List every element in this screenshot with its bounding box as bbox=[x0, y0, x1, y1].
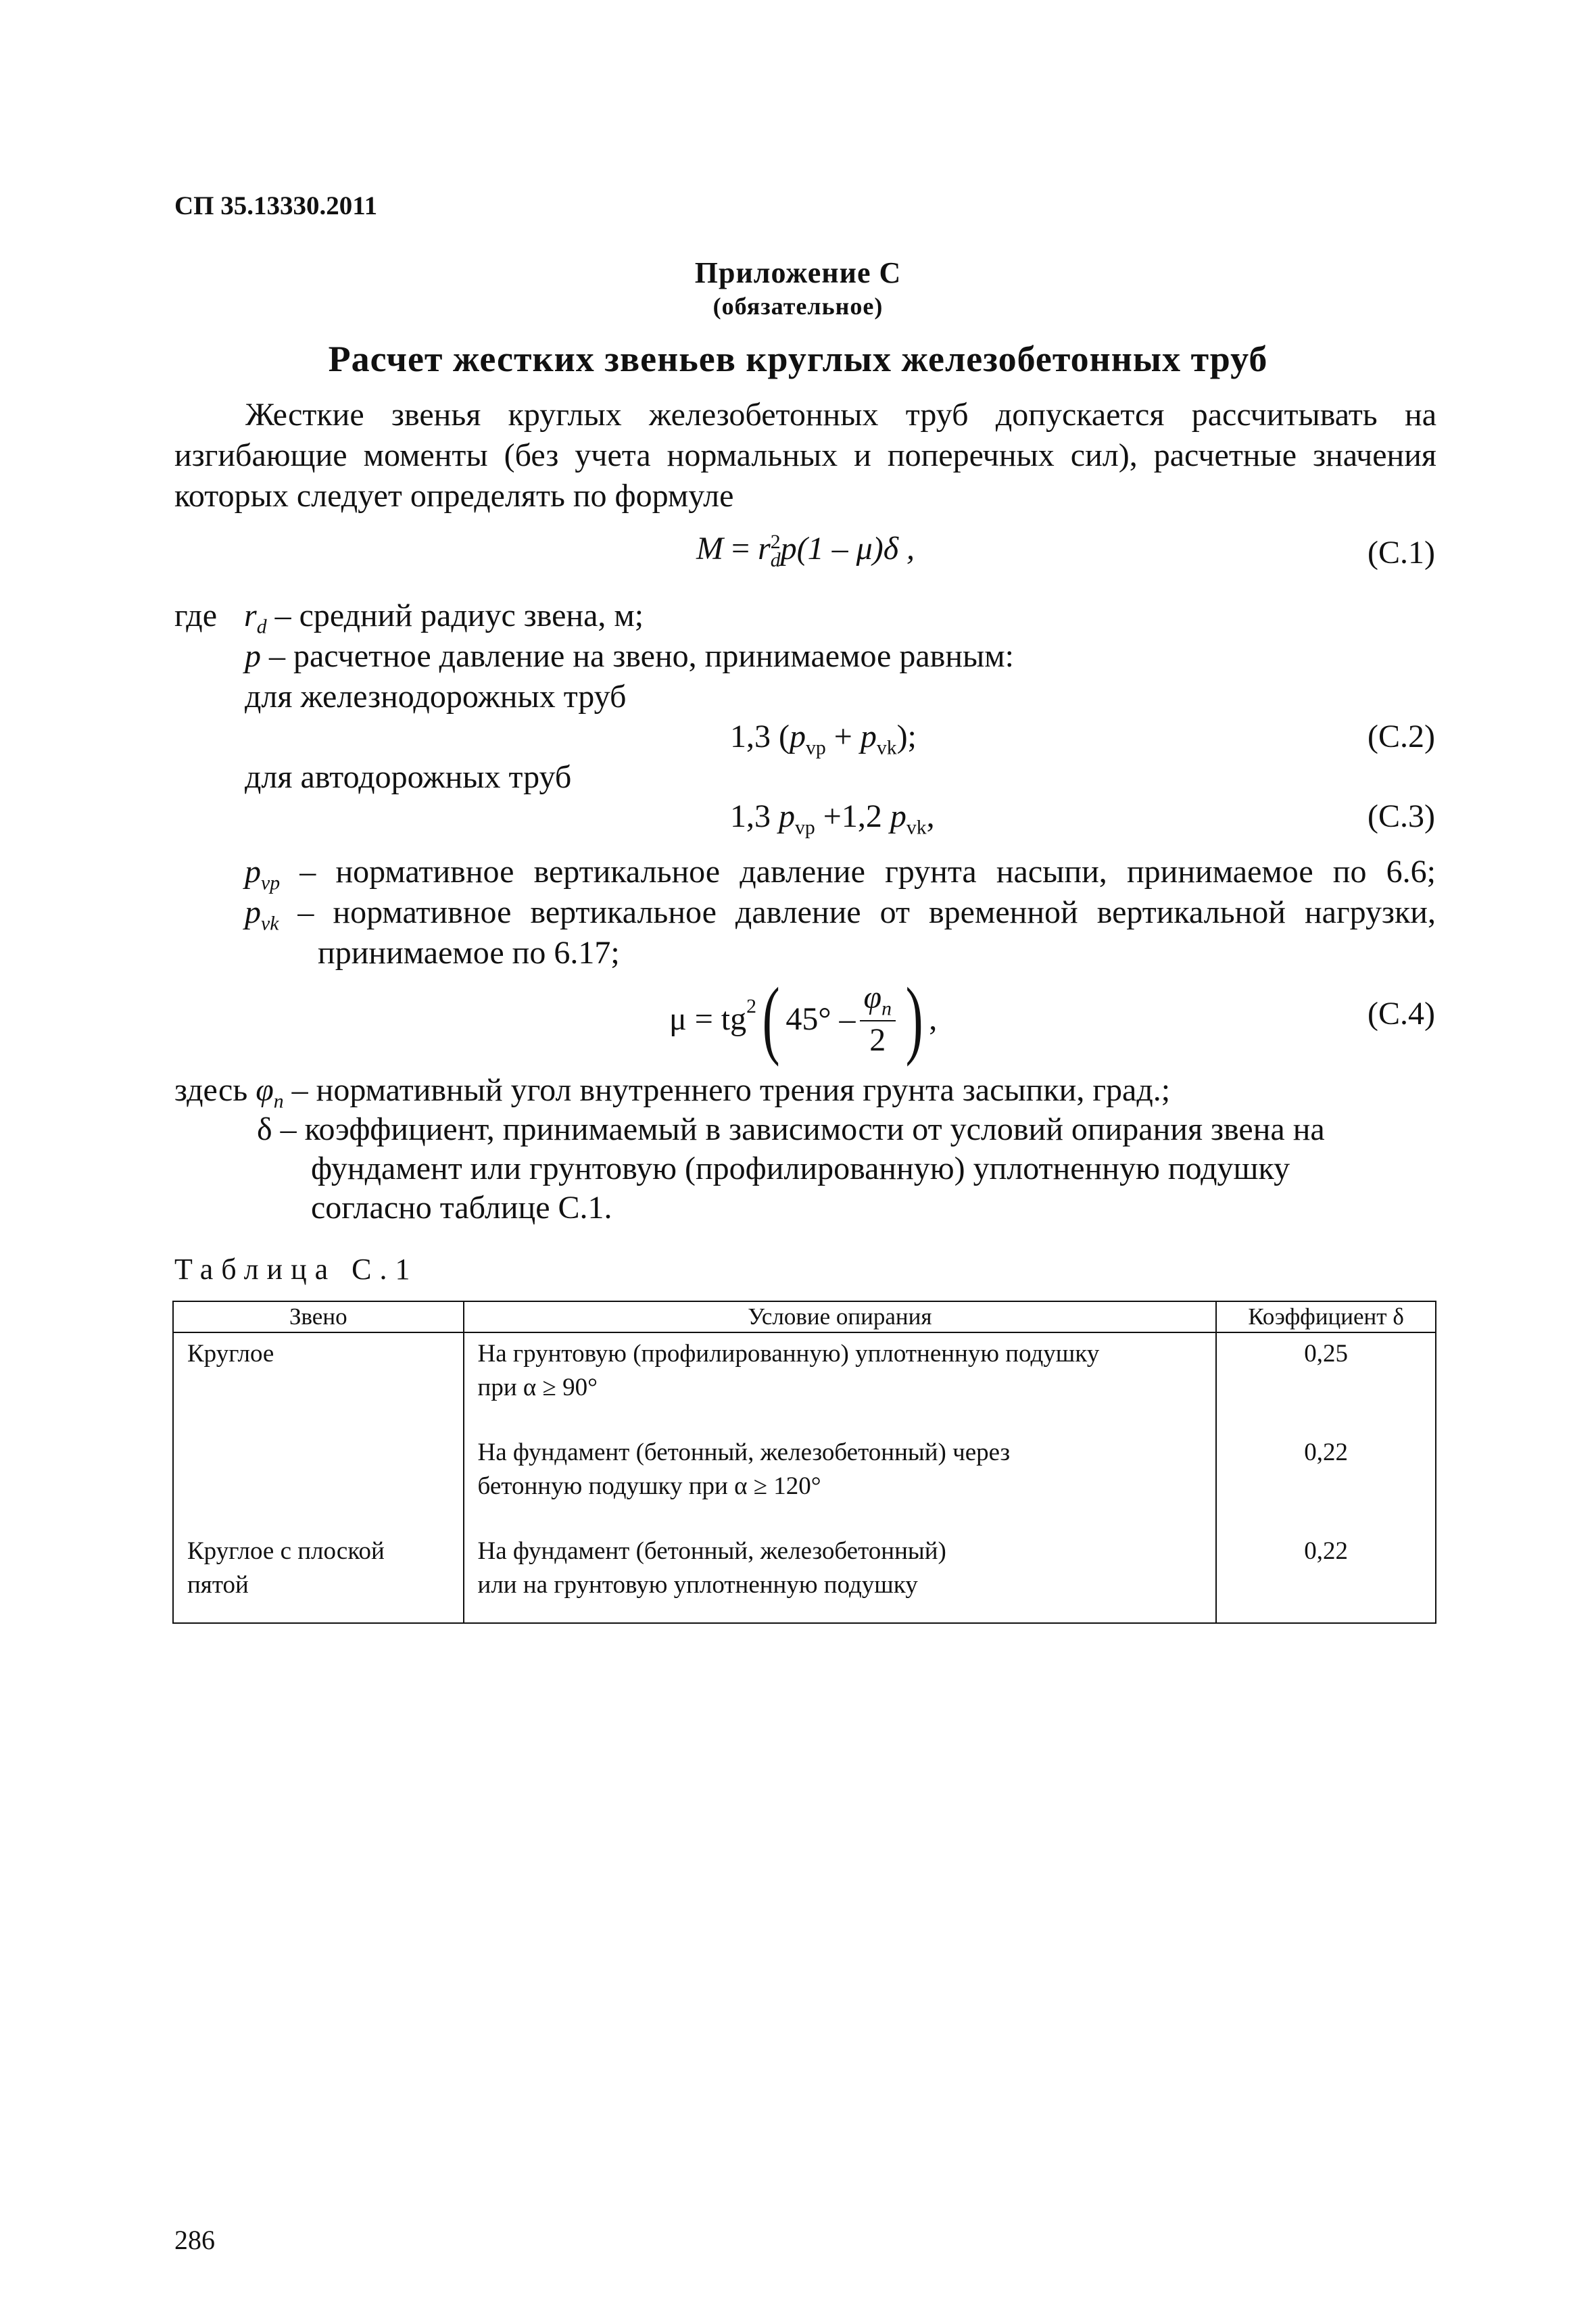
pvp-symbol: p bbox=[245, 854, 261, 890]
formula-c3-plus: +1,2 bbox=[815, 798, 890, 834]
formula-c4-fraction bbox=[860, 979, 896, 1059]
p-symbol: p bbox=[245, 638, 261, 674]
header-coefficient: Коэффициент δ bbox=[1216, 1301, 1436, 1332]
coefficient-table bbox=[172, 1301, 1436, 1624]
cell-link: Круглое с плоской пятой bbox=[173, 1530, 464, 1623]
phi-symbol: φ bbox=[256, 1072, 274, 1108]
condition-line-1: На фундамент (бетонный, железобетонный) через bbox=[477, 1439, 1011, 1466]
cell-condition bbox=[464, 1432, 1217, 1530]
formula-c1-lhs: M bbox=[696, 531, 723, 566]
intro-paragraph: Жесткие звенья круглых железобетонных труб допускается рассчитывать на изгибающие моменты (без учета нормальных и поперечных сил), расчетные значения которых следует определять по формуле bbox=[174, 397, 1436, 514]
delta-line-2: фундамент или грунтовую (профилированную) уплотненную подушку bbox=[311, 1151, 1290, 1186]
eq-number-c3: (С.3) bbox=[1368, 798, 1435, 834]
table-caption: Таблица С.1 bbox=[174, 1253, 418, 1286]
road-label: для автодорожных труб bbox=[245, 759, 572, 795]
appendix-subtitle: (обязательное) bbox=[712, 293, 884, 320]
table-row bbox=[173, 1432, 1436, 1530]
eq-number-c4: (С.4) bbox=[1368, 996, 1435, 1032]
formula-c1-r-sub: d bbox=[770, 548, 781, 571]
phi-description: – нормативный угол внутреннего трения грунта засыпки, град.; bbox=[283, 1072, 1171, 1108]
rd-symbol: r bbox=[244, 598, 257, 633]
condition-line-2: или на грунтовую уплотненную подушку bbox=[477, 1571, 918, 1599]
cell-coefficient: 0,22 bbox=[1216, 1432, 1436, 1530]
condition-line-1: На фундамент (бетонный, железобетонный) bbox=[477, 1537, 946, 1565]
phi-subscript: n bbox=[273, 1090, 284, 1113]
where-label: где bbox=[174, 598, 218, 633]
formula-c1-eq: = bbox=[723, 531, 758, 566]
pvk-description: – нормативное вертикальное давление от временной вертикальной нагрузки, bbox=[279, 894, 1436, 930]
pvk-line-2: принимаемое по 6.17; bbox=[318, 935, 620, 971]
formula-c2-coef: 1,3 ( bbox=[730, 719, 790, 754]
page-number: 286 bbox=[174, 2225, 215, 2255]
formula-c4-inner: 45° – bbox=[785, 1000, 856, 1037]
formula-c4-sup: 2 bbox=[746, 995, 757, 1017]
formula-c4-denominator: 2 bbox=[869, 1022, 886, 1059]
formula-c3 bbox=[730, 798, 935, 840]
header-condition: Условие опирания bbox=[464, 1301, 1217, 1332]
cell-condition bbox=[464, 1530, 1217, 1623]
here-phi-line bbox=[174, 1071, 1170, 1113]
pvp-line bbox=[245, 853, 1436, 895]
appendix-title: Приложение С bbox=[694, 256, 902, 289]
formula-c2-p1-sub: vp bbox=[805, 736, 826, 759]
formula-c3-p1: p bbox=[779, 798, 795, 834]
p-line bbox=[245, 637, 1014, 675]
formula-c2-p2-sub: vk bbox=[876, 736, 897, 759]
pvk-line bbox=[245, 894, 1436, 936]
header-link: Звено bbox=[173, 1301, 464, 1332]
formula-c4-phi-sub: n bbox=[881, 997, 892, 1020]
section-title: Расчет жестких звеньев круглых железобетонных труб bbox=[328, 339, 1268, 379]
rail-label: для железнодорожных труб bbox=[245, 679, 627, 715]
cell-link bbox=[173, 1432, 464, 1530]
rd-subscript: d bbox=[256, 615, 267, 638]
formula-c2-end: ); bbox=[896, 719, 917, 754]
formula-c2 bbox=[730, 718, 917, 760]
formula-c4-end: , bbox=[929, 1000, 938, 1037]
formula-c2-p2: p bbox=[860, 719, 877, 754]
here-label: здесь bbox=[174, 1072, 248, 1108]
table-row bbox=[173, 1332, 1436, 1432]
table-row bbox=[173, 1530, 1436, 1623]
formula-c1-r: r bbox=[758, 531, 771, 566]
formula-c1-r-sup: 2 bbox=[770, 531, 781, 554]
eq-number-c1: (С.1) bbox=[1368, 535, 1435, 571]
formula-c3-p1-sub: vp bbox=[795, 816, 815, 839]
document-code: СП 35.13330.2011 bbox=[174, 191, 378, 220]
formula-c4-open-paren: ( bbox=[762, 970, 780, 1067]
formula-c4-lhs: μ = tg bbox=[669, 1000, 747, 1037]
formula-c3-coef: 1,3 bbox=[730, 798, 779, 834]
cell-coefficient: 0,22 bbox=[1216, 1530, 1436, 1623]
rd-description: – средний радиус звена, м; bbox=[266, 598, 644, 633]
formula-c4-close-paren: ) bbox=[905, 970, 923, 1067]
pvk-subscript: vk bbox=[261, 912, 279, 935]
formula-c2-p1: p bbox=[789, 719, 806, 754]
cell-coefficient: 0,25 bbox=[1216, 1332, 1436, 1432]
formula-c1-body: p(1 – μ)δ , bbox=[780, 531, 915, 566]
condition-line-2: при α ≥ 90° bbox=[477, 1374, 598, 1401]
formula-c3-end: , bbox=[926, 798, 935, 834]
formula-c2-plus: + bbox=[825, 719, 861, 754]
cell-condition bbox=[464, 1332, 1217, 1432]
p-description: – расчетное давление на звено, принимаемое равным: bbox=[261, 638, 1014, 674]
delta-line-1: δ – коэффициент, принимаемый в зависимости от условий опирания звена на bbox=[257, 1111, 1325, 1147]
formula-c4-numerator bbox=[860, 979, 896, 1022]
formula-c1 bbox=[696, 530, 915, 570]
eq-number-c2: (С.2) bbox=[1368, 719, 1435, 754]
condition-line-2: бетонную подушку при α ≥ 120° bbox=[477, 1472, 821, 1500]
formula-c4 bbox=[669, 970, 938, 1067]
delta-line-3: согласно таблице С.1. bbox=[311, 1190, 612, 1226]
pvp-subscript: vp bbox=[261, 871, 281, 894]
table-header-row bbox=[173, 1301, 1436, 1332]
where-rd-line bbox=[174, 597, 644, 639]
condition-line-1: На грунтовую (профилированную) уплотненную подушку bbox=[477, 1340, 1100, 1368]
formula-c3-p2: p bbox=[890, 798, 906, 834]
formula-c3-p2-sub: vk bbox=[906, 816, 927, 839]
pvp-description: – нормативное вертикальное давление грунта насыпи, принимаемое по 6.6; bbox=[280, 854, 1436, 890]
cell-link: Круглое bbox=[173, 1332, 464, 1432]
formula-c4-phi: φ bbox=[863, 979, 882, 1015]
pvk-symbol: p bbox=[245, 894, 261, 930]
